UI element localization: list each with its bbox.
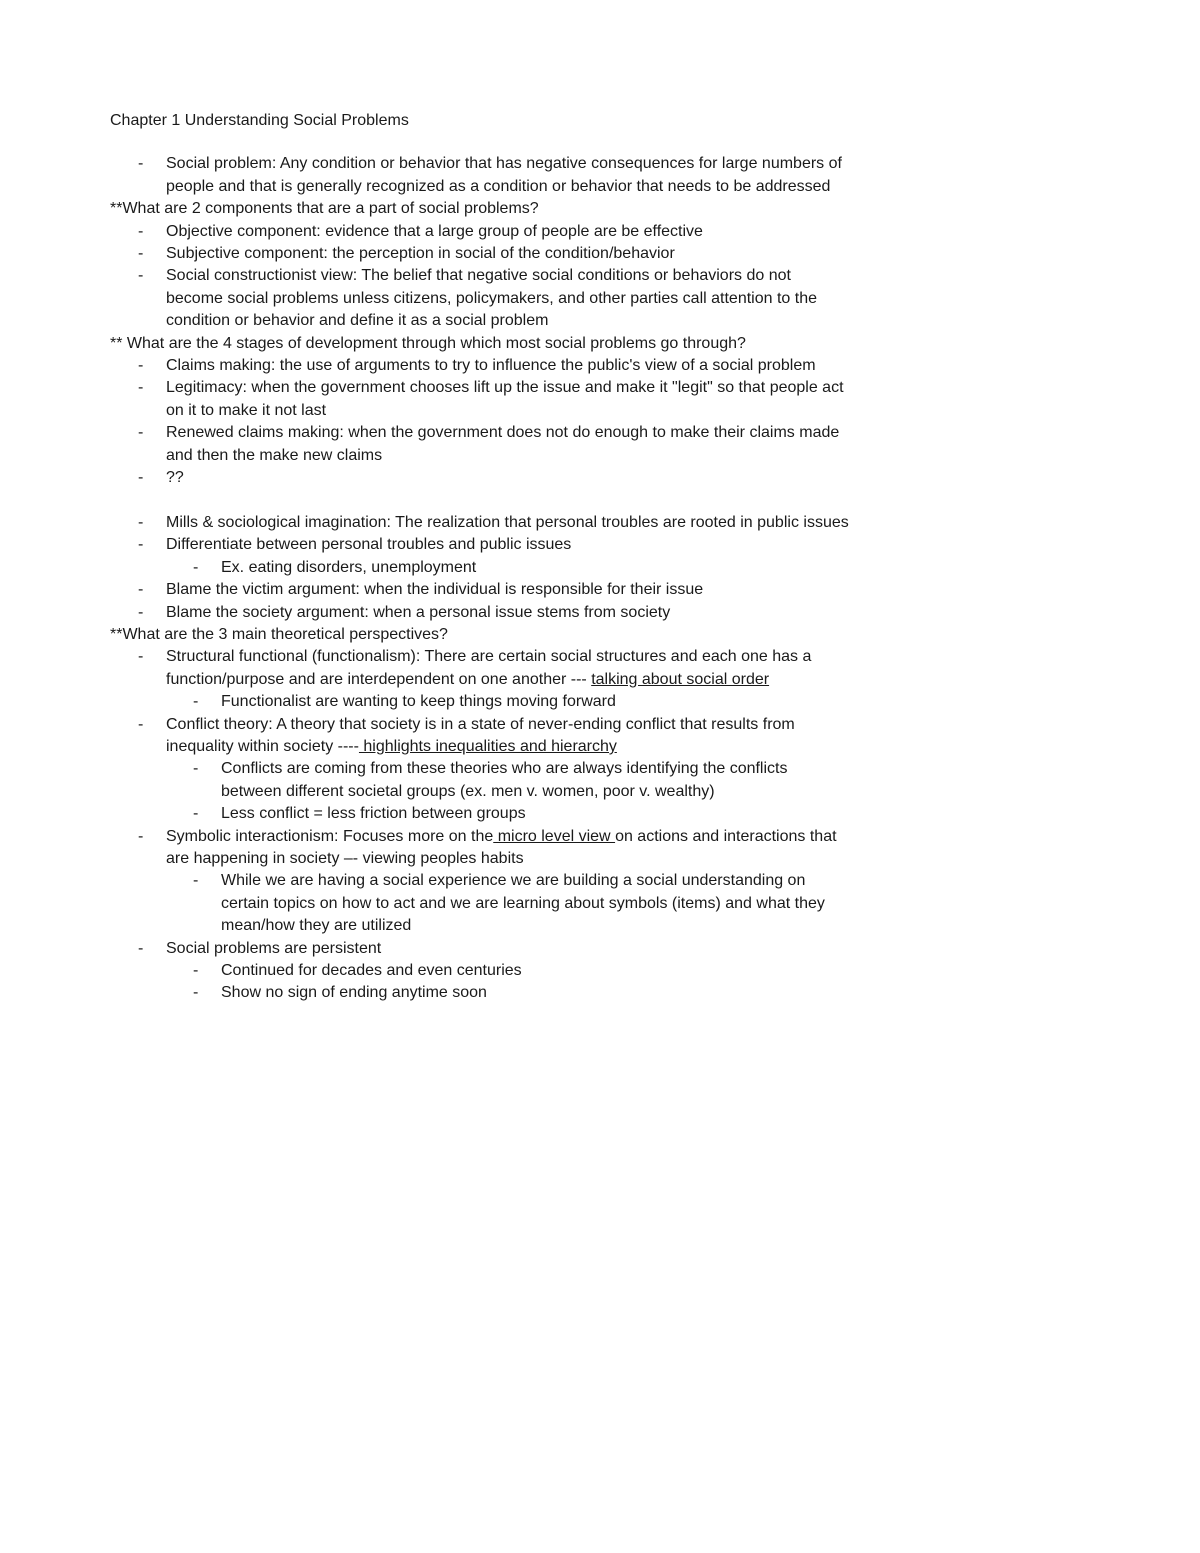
bullet-dash: -: [193, 805, 199, 823]
objective-component: Objective component: evidence that a large group of people are be effective: [166, 222, 703, 240]
list-item: [110, 422, 850, 467]
list-item: [110, 714, 850, 759]
notes-content: [110, 110, 850, 1005]
bullet-dash: -: [193, 872, 199, 890]
social-constructionist-view: Social constructionist view: The belief that negative social conditions or behaviors do not become social problems unless citizens, policymakers, and other parties call attention to the condition or behavior and define it as a social problem: [166, 267, 817, 330]
bullet-dash: -: [138, 155, 144, 173]
list-item: [110, 646, 850, 691]
structural-functional-underline: talking about social order: [591, 670, 770, 688]
example-issues: Ex. eating disorders, unemployment: [221, 558, 477, 576]
bullet-dash: -: [193, 760, 199, 778]
question-components: **What are 2 components that are a part of social problems?: [110, 200, 539, 218]
bullet-dash: -: [138, 648, 144, 666]
structural-functional-text: Structural functional (functionalism): There are certain social structures and each one has a function/purpose and are interdependent on one another ---: [166, 648, 812, 688]
blame-victim-argument: Blame the victim argument: when the individual is responsible for their issue: [166, 581, 704, 599]
blame-society-argument: Blame the society argument: when a personal issue stems from society: [166, 603, 671, 621]
legitimacy: Legitimacy: when the government chooses lift up the issue and make it "legit" so that people act on it to make it not last: [166, 379, 844, 419]
persistent-note-ending: Show no sign of ending anytime soon: [221, 984, 487, 1002]
subjective-component: Subjective component: the perception in social of the condition/behavior: [166, 245, 675, 263]
renewed-claims-making: Renewed claims making: when the government does not do enough to make their claims made and then the make new claims: [166, 424, 840, 464]
bullet-dash: -: [138, 581, 144, 599]
symbolic-underline: micro level view: [493, 827, 616, 845]
bullet-dash: -: [138, 379, 144, 397]
functionalist-note: Functionalist are wanting to keep things moving forward: [221, 693, 616, 711]
list-item: [110, 602, 850, 624]
conflict-theory: [166, 714, 850, 759]
list-item: [110, 534, 850, 556]
symbolic-text-after: on actions and interactions that are happening in society –- viewing peoples habits: [166, 827, 837, 867]
claims-making: Claims making: the use of arguments to try to influence the public's view of a social problem: [166, 357, 816, 375]
blank-line: [110, 490, 850, 512]
bullet-dash: -: [193, 984, 199, 1002]
unknown-stage: ??: [166, 469, 184, 487]
bullet-dash: -: [138, 267, 144, 285]
list-item: [110, 826, 850, 871]
sub-list-item: [110, 870, 850, 937]
differentiate-troubles-issues: Differentiate between personal troubles and public issues: [166, 536, 572, 554]
conflict-theory-text: Conflict theory: A theory that society is in a state of never-ending conflict that results from inequality within society ----: [166, 715, 795, 755]
list-item: [110, 377, 850, 422]
bullet-dash: -: [138, 715, 144, 733]
symbolic-text-before: Symbolic interactionism: Focuses more on the: [166, 827, 494, 845]
list-item: [110, 243, 850, 265]
bullet-dash: -: [193, 962, 199, 980]
conflict-theory-underline: highlights inequalities and hierarchy: [358, 737, 617, 755]
bullet-dash: -: [138, 357, 144, 375]
symbolic-interactionism: [166, 826, 850, 871]
chapter-title: Chapter 1 Understanding Social Problems: [110, 112, 409, 129]
bullet-dash: -: [193, 558, 199, 576]
symbolic-note: While we are having a social experience we are building a social understanding on certain topics on how to act and we are learning about symbols (items) and what they mean/how they are utilized: [221, 872, 825, 935]
bullet-dash: -: [138, 939, 144, 957]
list-item: [110, 153, 850, 198]
sub-list-item: [110, 960, 850, 982]
bullet-dash: -: [138, 245, 144, 263]
mills-sociological-imagination: Mills & sociological imagination: The realization that personal troubles are rooted in public issues: [166, 513, 849, 531]
list-item: [110, 938, 850, 960]
list-item: [110, 512, 850, 534]
structural-functional: [166, 646, 850, 691]
definition-social-problem: Social problem: Any condition or behavior that has negative consequences for large numbers of people and that is generally recognized as a condition or behavior that needs to be addressed: [166, 155, 842, 195]
persistent-note-decades: Continued for decades and even centuries: [221, 962, 522, 980]
conflict-note-groups: Conflicts are coming from these theories who are always identifying the conflicts between different societal groups (ex. men v. women, poor v. wealthy): [221, 760, 788, 800]
list-item: [110, 221, 850, 243]
list-item: [110, 265, 850, 332]
bullet-dash: -: [138, 222, 144, 240]
sub-list-item: [110, 982, 850, 1004]
bullet-dash: -: [138, 603, 144, 621]
sub-list-item: [110, 758, 850, 803]
bullet-dash: -: [193, 693, 199, 711]
sub-list-item: [110, 557, 850, 579]
question-stages: ** What are the 4 stages of development through which most social problems go through?: [110, 334, 746, 352]
sub-list-item: [110, 803, 850, 825]
bullet-dash: -: [138, 536, 144, 554]
persistent-problems: Social problems are persistent: [166, 939, 382, 957]
bullet-dash: -: [138, 424, 144, 442]
list-item: [110, 579, 850, 601]
bullet-dash: -: [138, 827, 144, 845]
bullet-dash: -: [138, 513, 144, 531]
list-item: [110, 355, 850, 377]
conflict-note-friction: Less conflict = less friction between groups: [221, 805, 526, 823]
sub-list-item: [110, 691, 850, 713]
question-perspectives: **What are the 3 main theoretical perspectives?: [110, 625, 448, 643]
list-item: [110, 467, 850, 489]
bullet-dash: -: [138, 469, 144, 487]
